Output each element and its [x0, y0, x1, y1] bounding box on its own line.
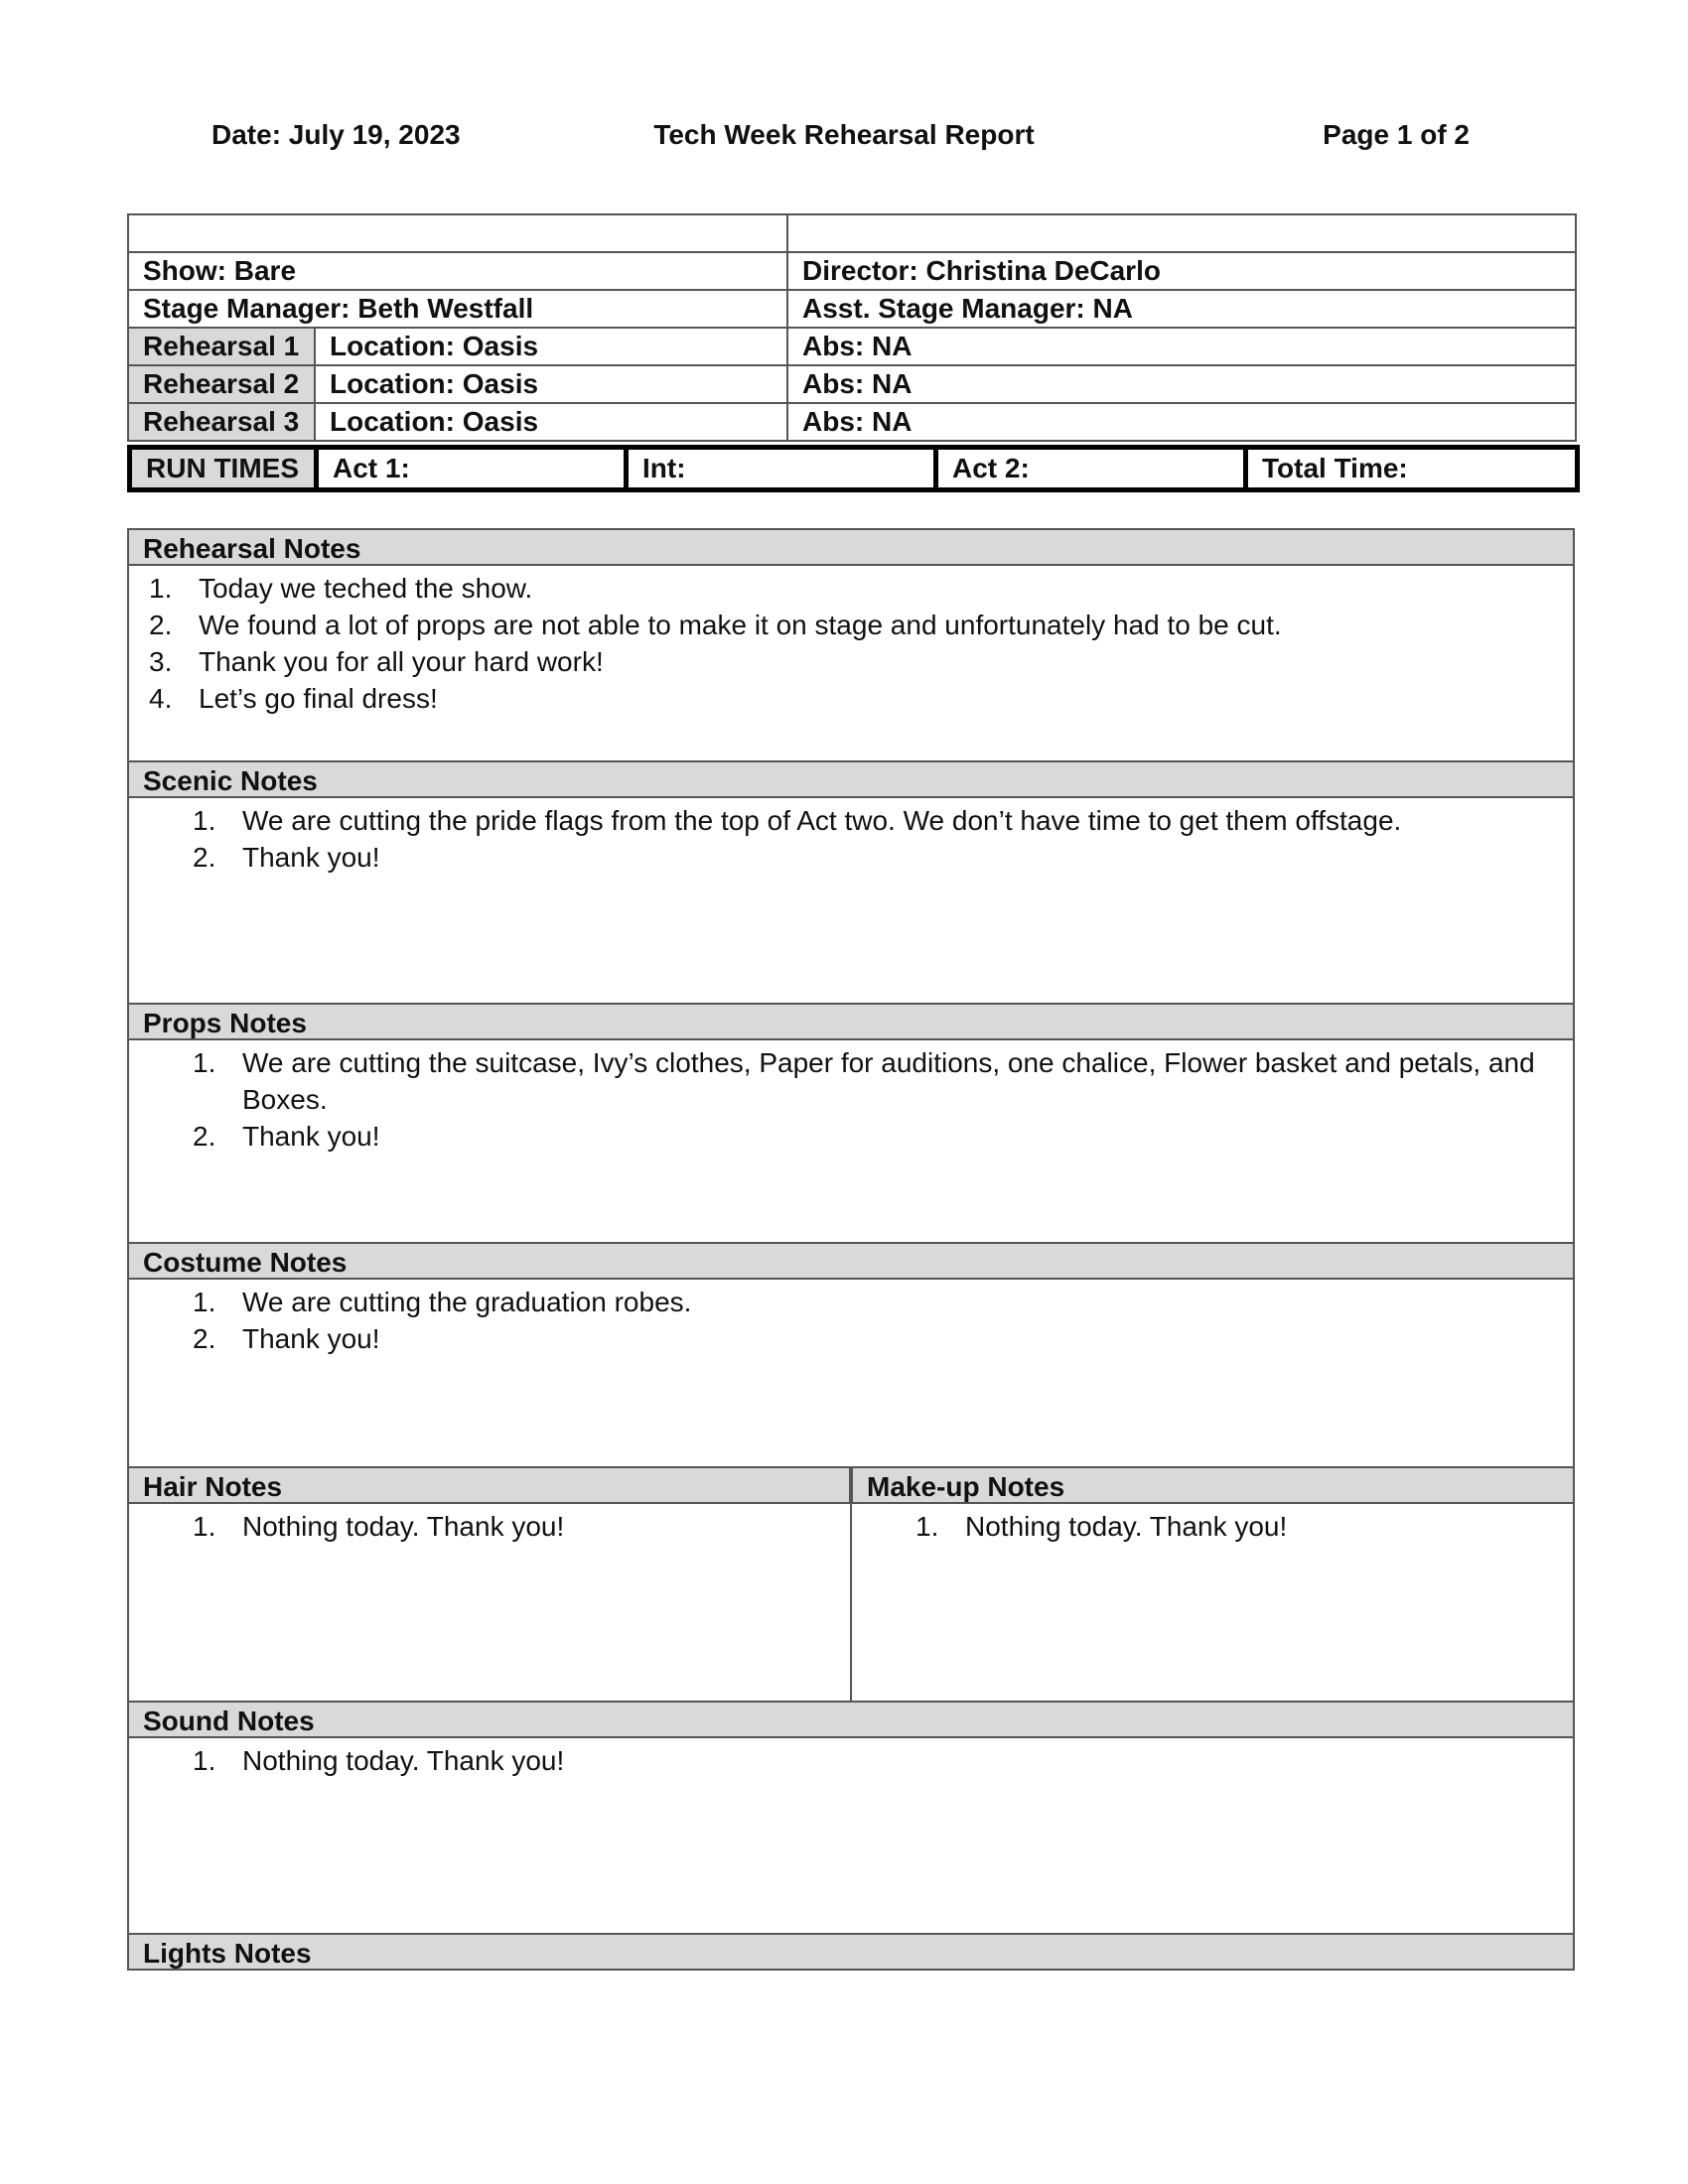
report-date: Date: July 19, 2023: [211, 119, 461, 150]
stage-manager: Stage Manager: Beth Westfall: [128, 290, 787, 328]
rehearsal-location: Location: Oasis: [315, 365, 787, 403]
scenic-notes-section: [127, 760, 1575, 1003]
notes-list: [149, 570, 1573, 717]
props-notes-section: [127, 1003, 1575, 1242]
notes-list: [193, 1044, 1573, 1155]
intermission-time: Int:: [627, 448, 936, 490]
section-title: Sound Notes: [127, 1701, 1575, 1738]
notes-list: [193, 1284, 1573, 1357]
list-item: 2. Thank you!: [193, 1323, 380, 1354]
list-item: 4. Let’s go final dress!: [149, 683, 438, 714]
rehearsal-label: Rehearsal 2: [128, 365, 315, 403]
report-title: Tech Week Rehearsal Report: [653, 119, 1035, 150]
section-title: Rehearsal Notes: [127, 528, 1575, 566]
section-title: Costume Notes: [127, 1242, 1575, 1280]
act2-time: Act 2:: [936, 448, 1246, 490]
section-title: Props Notes: [127, 1003, 1575, 1040]
rehearsal-row: [128, 328, 1576, 365]
run-times-label: RUN TIMES: [130, 448, 317, 490]
rehearsal-location: Location: Oasis: [315, 328, 787, 365]
page-number: Page 1 of 2: [1323, 119, 1470, 150]
rehearsal-row: [128, 365, 1576, 403]
section-title: Lights Notes: [127, 1933, 1575, 1971]
rehearsal-absences: Abs: NA: [787, 328, 1576, 365]
list-item: 2. Thank you!: [193, 842, 380, 873]
costume-notes-section: [127, 1242, 1575, 1466]
rehearsal-absences: Abs: NA: [787, 365, 1576, 403]
show-name: Show: Bare: [128, 252, 787, 290]
sound-notes-section: [127, 1701, 1575, 1933]
notes-list: [193, 1742, 1573, 1779]
section-title: Scenic Notes: [127, 760, 1575, 798]
notes-list: [193, 1508, 850, 1545]
act1-time: Act 1:: [317, 448, 627, 490]
info-table: [127, 213, 1577, 442]
run-times-row: [130, 448, 1578, 490]
section-body: [127, 1738, 1575, 1933]
show-row: [128, 252, 1576, 290]
hair-makeup-section: [127, 1466, 1575, 1701]
notes-list: [193, 802, 1573, 876]
notes-area: [127, 528, 1575, 1971]
director-name: Director: Christina DeCarlo: [787, 252, 1576, 290]
run-times-table: [127, 445, 1580, 492]
section-body: [127, 1504, 850, 1701]
lights-notes-section: [127, 1933, 1575, 1971]
blank-cell: [128, 214, 787, 252]
list-item: 1. We are cutting the pride flags from the top of Act two. We don’t have time to get them offstage.: [193, 805, 1402, 836]
section-title: Make-up Notes: [852, 1466, 1575, 1504]
list-item: 1. We are cutting the suitcase, Ivy’s clothes, Paper for auditions, one chalice, Flower basket and petals, and Boxes.: [193, 1047, 1535, 1115]
list-item: 2. Thank you!: [193, 1121, 380, 1152]
rehearsal-label: Rehearsal 1: [128, 328, 315, 365]
rehearsal-notes-section: [127, 528, 1575, 760]
list-item: 1. Nothing today. Thank you!: [193, 1745, 565, 1776]
list-item: 2. We found a lot of props are not able to make it on stage and unfortunately had to be cut.: [149, 610, 1282, 640]
list-item: 1. Today we teched the show.: [149, 573, 533, 604]
list-item: 1. Nothing today. Thank you!: [915, 1511, 1288, 1542]
rehearsal-label: Rehearsal 3: [128, 403, 315, 441]
notes-list: [915, 1508, 1573, 1545]
section-body: [127, 566, 1575, 760]
blank-row: [128, 214, 1576, 252]
list-item: 1. Nothing today. Thank you!: [193, 1511, 565, 1542]
list-item: 1. We are cutting the graduation robes.: [193, 1287, 692, 1317]
section-body: [127, 1040, 1575, 1242]
section-body: [127, 798, 1575, 1003]
list-item: 3. Thank you for all your hard work!: [149, 646, 604, 677]
hair-notes-section: [127, 1466, 852, 1701]
rehearsal-row: [128, 403, 1576, 441]
section-body: [852, 1504, 1575, 1701]
rehearsal-absences: Abs: NA: [787, 403, 1576, 441]
stage-manager-row: [128, 290, 1576, 328]
rehearsal-location: Location: Oasis: [315, 403, 787, 441]
asst-stage-manager: Asst. Stage Manager: NA: [787, 290, 1576, 328]
section-body: [127, 1280, 1575, 1466]
blank-cell: [787, 214, 1576, 252]
total-time: Total Time:: [1246, 448, 1578, 490]
makeup-notes-section: [852, 1466, 1575, 1701]
section-title: Hair Notes: [127, 1466, 850, 1504]
